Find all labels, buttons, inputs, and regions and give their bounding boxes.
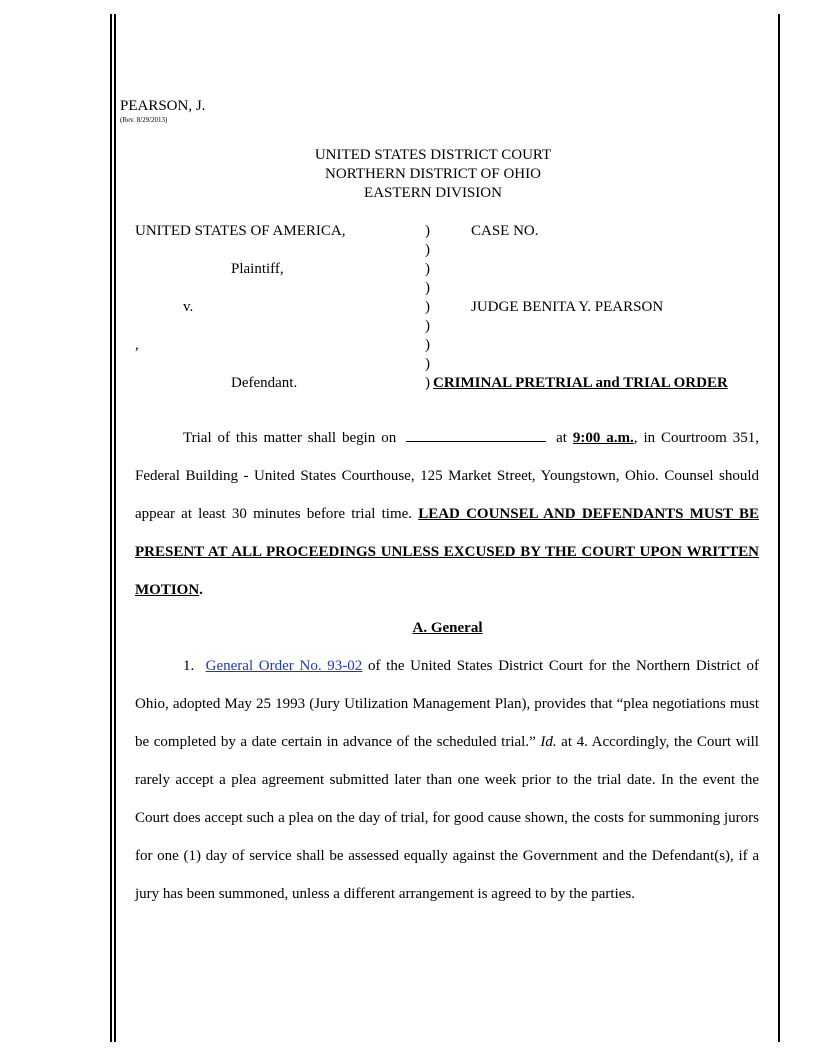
court-division: EASTERN DIVISION <box>364 185 502 201</box>
caption-paren: ) <box>425 375 430 391</box>
section-a-title: A. General <box>412 620 483 636</box>
caption-paren: ) <box>425 337 430 353</box>
id-citation: Id. <box>540 734 557 750</box>
general-order-link[interactable]: General Order No. 93-02 <box>205 658 363 674</box>
caption-paren: ) <box>425 318 430 334</box>
revision-date: (Rev. 8/29/2013) <box>120 116 168 124</box>
caption-paren: ) <box>425 261 430 277</box>
caption-paren: ) <box>425 356 430 372</box>
trial-date-blank <box>406 429 546 442</box>
judge-header: PEARSON, J. <box>120 98 206 114</box>
order-title: CRIMINAL PRETRIAL and TRIAL ORDER <box>433 375 728 391</box>
versus: v. <box>183 299 194 315</box>
judge-name: JUDGE BENITA Y. PEARSON <box>471 299 664 315</box>
caption-paren: ) <box>425 223 430 239</box>
court-district: NORTHERN DISTRICT OF OHIO <box>325 166 541 182</box>
caption-paren: ) <box>425 299 430 315</box>
section-a-item-1: 1. General Order No. 93-02 of the United States District Court for the Northern District of Ohio, adopted May 25 1993 (Jury Utilization Management Plan), provides that “plea negotiations must be completed by a date certain in advance of the scheduled trial.” Id. at 4. Accordingly, the Court will rarely accept a plea agreement submitted later than one week prior to the trial date. In the event the Court does accept such a plea on the day of trial, for good cause shown, the costs for summoning jurors for one (1) day of service shall be assessed equally against the Government and the Defendant(s), if a jury has been summoned, unless a different arrangement is agreed to by the parties. <box>135 658 760 902</box>
defendant-label: Defendant. <box>231 375 298 391</box>
court-name: UNITED STATES DISTRICT COURT <box>314 147 552 163</box>
intro-text: Trial of this matter shall begin on <box>183 430 397 446</box>
trial-time: 9:00 a.m. <box>572 430 634 446</box>
plaintiff-label: Plaintiff, <box>231 261 284 277</box>
case-number-label: CASE NO. <box>471 223 539 239</box>
plaintiff-name: UNITED STATES OF AMERICA, <box>135 223 346 239</box>
intro-paragraph: Trial of this matter shall begin on at 9:00 a.m., in Courtroom 351, Federal Building - United States Courthouse, 125 Market Street, Youngstown, Ohio. Counsel should appear at least 30 minutes before trial time. LEAD COUNSEL AND DEFENDANTS MUST BE PRESENT AT ALL PROCEEDINGS UNLESS EXCUSED BY THE COURT UPON WRITTEN MOTION. <box>135 430 760 598</box>
attendance-requirement: LEAD COUNSEL AND DEFENDANTS MUST BE PRESENT AT ALL PROCEEDINGS UNLESS EXCUSED BY THE COURT UPON WRITTEN MOTION <box>135 506 759 598</box>
caption-paren: ) <box>425 242 430 258</box>
defendant-name: , <box>135 337 139 353</box>
caption-paren: ) <box>425 280 430 296</box>
item-number: 1. <box>183 658 195 674</box>
